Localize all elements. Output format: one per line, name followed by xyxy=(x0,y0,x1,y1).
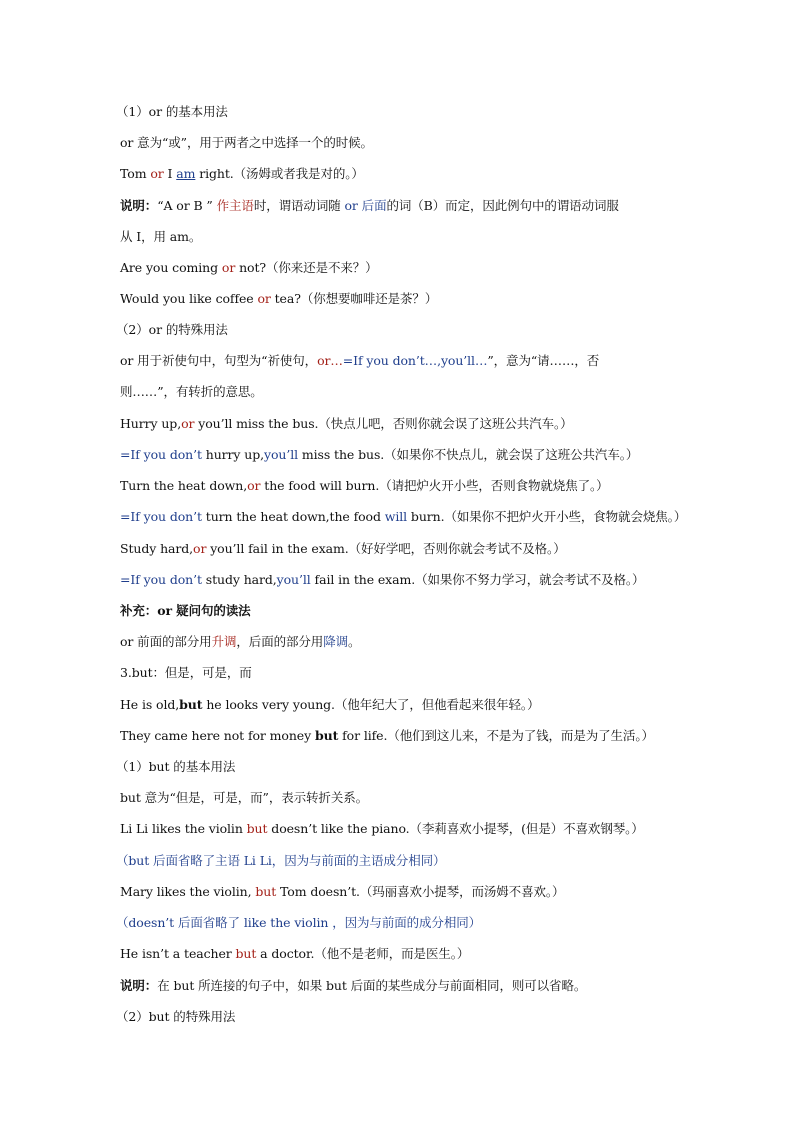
highlight-if-pattern: =If you don’t…,you’ll… xyxy=(342,353,488,368)
text-run: Tom xyxy=(120,166,151,181)
highlight-youll: you’ll xyxy=(264,447,299,462)
example-tom-or-i xyxy=(120,162,680,186)
highlight-after-or: or 后面 xyxy=(344,198,387,213)
note-label: 说明： xyxy=(120,978,158,993)
text-run: Mary likes the violin, xyxy=(120,884,256,899)
highlight-or: or xyxy=(221,260,236,275)
highlight-but: but xyxy=(235,946,257,961)
text-run: 在 but 所连接的句子中，如果 but 后面的某些成分与前面相同，则可以省略。 xyxy=(157,978,587,993)
text-run: tea?（你想要咖啡还是茶？） xyxy=(270,291,438,306)
paragraph-intonation xyxy=(120,630,680,654)
text-run: Turn the heat down, xyxy=(120,478,248,493)
example-turn-heat-down xyxy=(120,474,680,498)
note-subject-verb-agreement xyxy=(120,194,680,218)
text-run: you’ll fail in the exam.（好好学吧，否则你就会考试不及格。） xyxy=(206,541,566,556)
example-they-came-here xyxy=(120,724,680,748)
text-run: Study hard, xyxy=(120,541,194,556)
paragraph-continuation: 则……”，有转折的意思。 xyxy=(120,384,263,399)
highlight-or: or xyxy=(150,166,164,181)
text-run: He isn’t a teacher xyxy=(120,946,236,961)
text-run: They came here not for money xyxy=(120,728,315,743)
highlight-rising-tone: 升调 xyxy=(211,634,237,649)
text-run: ，后面的部分用 xyxy=(236,634,324,649)
note-li-li-omission: （but 后面省略了主语 Li Li，因为与前面的主语成分相同） xyxy=(116,853,446,868)
example-he-is-old xyxy=(120,693,680,717)
text-run: = xyxy=(120,509,131,524)
text-run: hurry up, xyxy=(201,447,264,462)
text-run: Would you like coffee xyxy=(120,291,258,306)
highlight-but: but xyxy=(179,697,203,712)
example-mary xyxy=(120,880,680,904)
text-run: or 用于祈使句中，句型为“祈使句， xyxy=(120,353,318,368)
text-run: burn.（如果你不把炉火开小些，食物就会烧焦。） xyxy=(407,509,687,524)
highlight-or: or xyxy=(257,291,271,306)
highlight-subject: 主语 xyxy=(229,198,254,213)
text-run: doesn’t like the piano.（李莉喜欢小提琴，(但是）不喜欢钢琴。） xyxy=(267,821,644,836)
text-run: study hard, xyxy=(201,572,277,587)
example-li-li xyxy=(120,817,680,841)
heading-or-basic-usage: （1）or 的基本用法 xyxy=(116,104,228,119)
highlight-if-you-dont: If you don’t xyxy=(130,572,202,587)
text-run: = xyxy=(120,447,131,462)
highlight-but: but xyxy=(246,821,268,836)
text-run: He is old, xyxy=(120,697,180,712)
text-run: he looks very young.（他年纪大了，但他看起来很年轻。） xyxy=(202,697,540,712)
text-run: miss the bus.（如果你不快点儿，就会误了这班公共汽车。） xyxy=(298,447,639,462)
example-teacher-doctor xyxy=(120,942,680,966)
text-run: ”，意为“请……，否 xyxy=(487,353,600,368)
highlight-youll: you’ll xyxy=(276,572,311,587)
text-run: Tom doesn’t.（玛丽喜欢小提琴，而汤姆不喜欢。） xyxy=(276,884,565,899)
text-run: “A or B ” xyxy=(157,198,213,213)
note-but-omission xyxy=(120,974,680,998)
text-run: 。 xyxy=(348,634,361,649)
example-hurry-up xyxy=(120,412,680,436)
note-label: 说明： xyxy=(120,198,158,213)
text-run: for life.（他们到这儿来，不是为了钱，而是为了生活。） xyxy=(338,728,654,743)
heading-but: 3.but：但是，可是，而 xyxy=(120,665,252,680)
heading-but-special-usage: （2）but 的特殊用法 xyxy=(116,1009,236,1024)
highlight-if-you-dont: If you don’t xyxy=(130,509,202,524)
example-study-hard-if xyxy=(120,568,680,592)
highlight-or: or xyxy=(247,478,261,493)
highlight-am: am xyxy=(176,166,196,181)
heading-or-special-usage: （2）or 的特殊用法 xyxy=(116,322,228,337)
text-run: the food will burn.（请把炉火开小些，否则食物就烧焦了。） xyxy=(260,478,609,493)
example-are-you-coming xyxy=(120,256,680,280)
text-run: Are you coming xyxy=(120,260,222,275)
text-run: turn the heat down,the food xyxy=(201,509,385,524)
highlight-if-you-dont: If you don’t xyxy=(130,447,202,462)
text-run: = xyxy=(120,572,131,587)
text-run: 的词（B）而定，因此例句中的谓语动词服 xyxy=(386,198,619,213)
heading-but-basic-usage: （1）but 的基本用法 xyxy=(116,759,236,774)
highlight-falling-tone: 降调 xyxy=(323,634,349,649)
text-run: right.（汤姆或者我是对的。） xyxy=(195,166,364,181)
text-run: Li Li likes the violin xyxy=(120,821,247,836)
paragraph-or-meaning: or 意为“或”，用于两者之中选择一个的时候。 xyxy=(120,135,373,150)
note-mary-omission: （doesn’t 后面省略了 like the violin ，因为与前面的成分相同） xyxy=(116,915,482,930)
note-continuation: 从 I，用 am。 xyxy=(120,229,202,244)
highlight-or: or xyxy=(193,541,207,556)
text-run: not?（你来还是不来？） xyxy=(235,260,378,275)
highlight-or-pattern: or… xyxy=(317,353,343,368)
text-run: Hurry up, xyxy=(120,416,182,431)
text-run: fail in the exam.（如果你不努力学习，就会考试不及格。） xyxy=(310,572,645,587)
example-coffee-or-tea xyxy=(120,287,680,311)
highlight-but: but xyxy=(314,728,339,743)
example-hurry-up-if xyxy=(120,443,680,467)
paragraph-imperative-pattern xyxy=(120,349,680,373)
example-study-hard xyxy=(120,537,680,561)
highlight-or: or xyxy=(181,416,195,431)
text-run: or 前面的部分用 xyxy=(120,634,212,649)
text-run: I xyxy=(163,166,177,181)
supplement-heading: 补充：or 疑问句的读法 xyxy=(120,603,251,618)
text-run: 作 xyxy=(212,198,229,213)
highlight-will: will xyxy=(384,509,408,524)
text-run: you’ll miss the bus.（快点儿吧，否则你就会误了这班公共汽车。） xyxy=(194,416,573,431)
paragraph-but-meaning: but 意为“但是，可是，而”，表示转折关系。 xyxy=(120,790,369,805)
text-run: a doctor.（他不是老师，而是医生。） xyxy=(256,946,470,961)
example-turn-heat-down-if xyxy=(120,505,687,529)
highlight-but: but xyxy=(255,884,277,899)
text-run: 时，谓语动词随 xyxy=(253,198,345,213)
